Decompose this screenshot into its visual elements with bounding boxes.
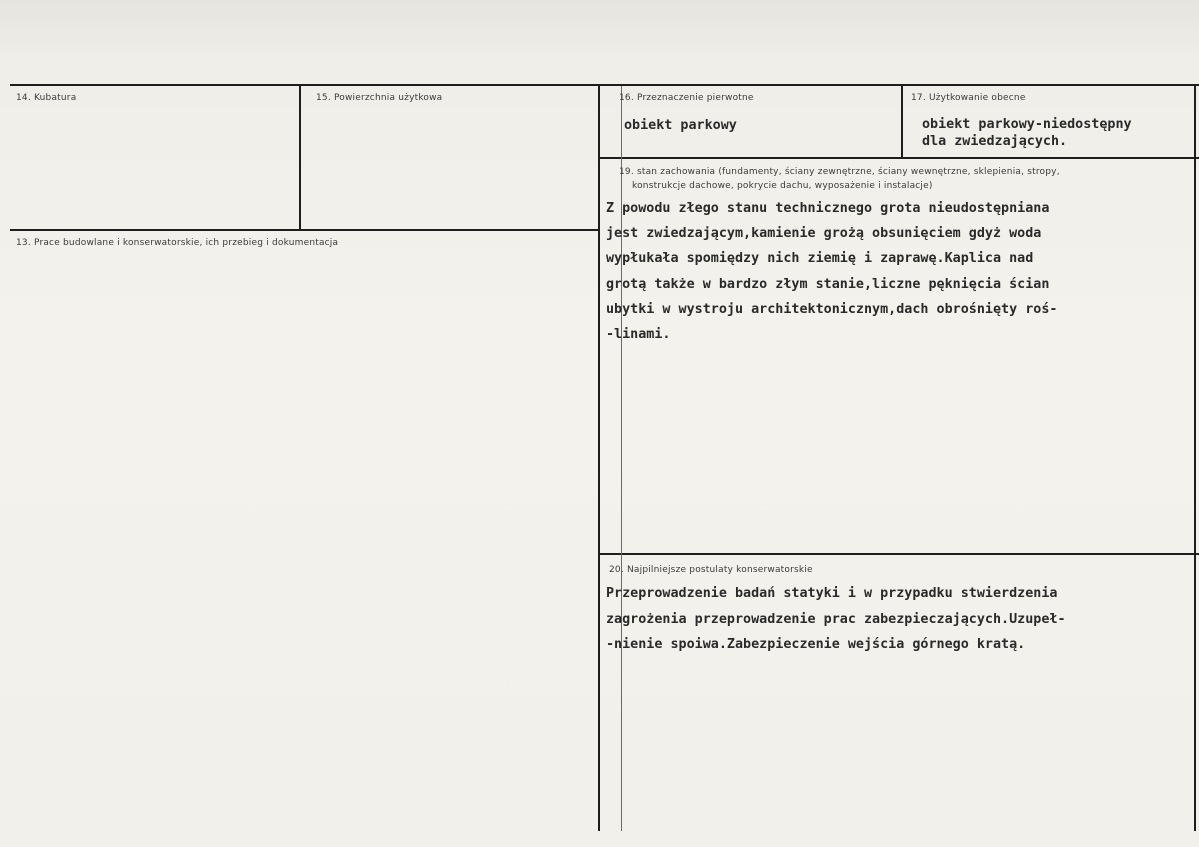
divider-16-17 — [901, 86, 903, 158]
field-19-line-3: wypłukała spomiędzy nich ziemię i zaprawę.Kaplica nad — [606, 251, 1034, 266]
field-19-line-1: Z powodu złego stanu technicznego grota nieudostępniana — [606, 201, 1050, 216]
field-20-line-3: -nienie spoiwa.Zabezpieczenie wejścia górnego kratą. — [606, 637, 1026, 652]
rule-under-14-15 — [10, 229, 599, 231]
field-20-label: 20. Najpilniejsze postulaty konserwatorskie — [609, 565, 813, 575]
field-16-label: 16. Przeznaczenie pierwotne — [619, 93, 754, 103]
divider-14-15 — [299, 86, 301, 231]
field-13-label: 13. Prace budowlane i konserwatorskie, ich przebieg i dokumentacja — [16, 238, 339, 248]
bleed-through-shadow — [0, 0, 1199, 60]
rule-above-20 — [600, 553, 1199, 555]
field-15-label: 15. Powierzchnia użytkowa — [316, 93, 443, 103]
field-17-value-line1: obiekt parkowy-niedostępny — [922, 117, 1132, 132]
field-14-label: 14. Kubatura — [16, 93, 77, 103]
field-16-value: obiekt parkowy — [624, 118, 737, 133]
field-17-value-line2: dla zwiedzających. — [922, 134, 1068, 149]
field-19-label-line1: 19. stan zachowania (fundamenty, ściany zewnętrzne, ściany wewnętrzne, sklepienia, stropy, — [619, 167, 1060, 177]
field-19-line-2: jest zwiedzającym,kamienie grożą obsunięciem gdyż woda — [606, 226, 1042, 241]
field-20-line-2: zagrożenia przeprowadzenie prac zabezpieczających.Uzupeł- — [606, 612, 1066, 627]
center-vertical-rule — [598, 86, 600, 831]
field-20-line-1: Przeprowadzenie badań statyki i w przypadku stwierdzenia — [606, 586, 1058, 601]
field-19-line-6: -linami. — [606, 327, 671, 342]
rule-under-16-17 — [600, 157, 1199, 159]
field-19-line-5: ubytki w wystroju architektonicznym,dach obrośnięty roś- — [606, 302, 1058, 317]
field-19-label-line2: konstrukcje dachowe, pokrycie dachu, wyposażenie i instalacje) — [632, 181, 933, 191]
field-17-label: 17. Użytkowanie obecne — [911, 93, 1026, 103]
field-19-line-4: grotą także w bardzo złym stanie,liczne pęknięcia ścian — [606, 277, 1050, 292]
top-rule — [10, 84, 1199, 86]
right-edge-rule — [1194, 86, 1196, 831]
